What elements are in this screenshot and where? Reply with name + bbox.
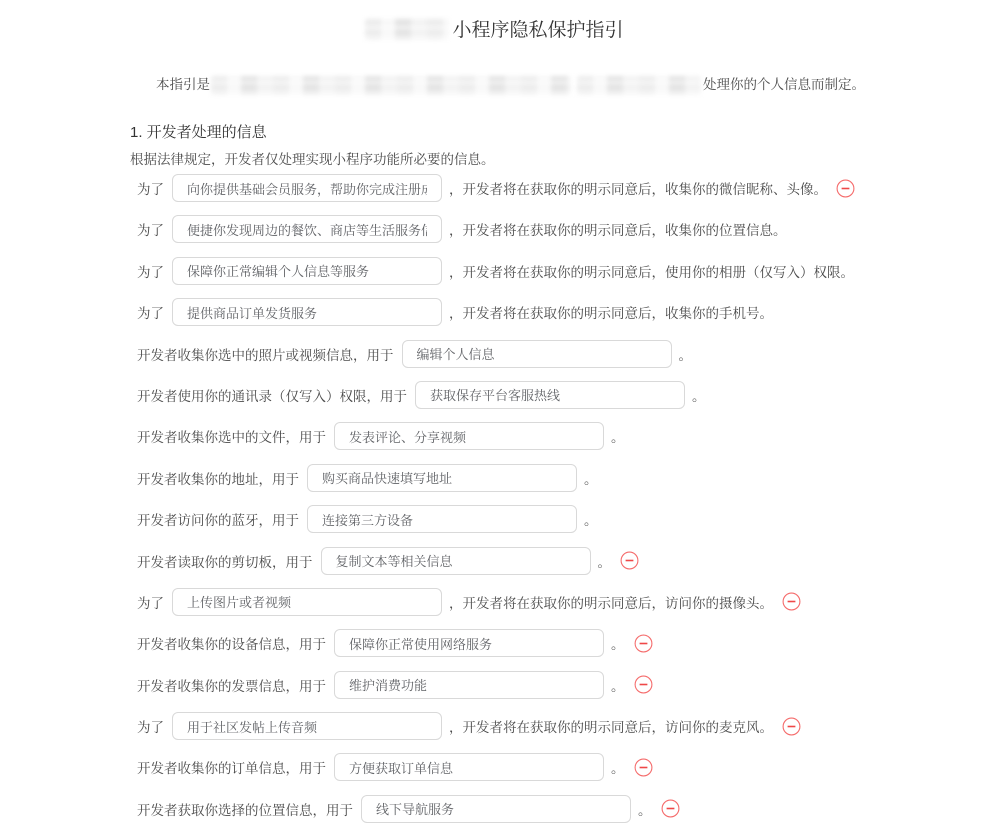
row-suffix-text: ，开发者将在获取你的明示同意后，访问你的摄像头。 xyxy=(449,595,773,611)
row-suffix-text: ，开发者将在获取你的明示同意后，收集你的手机号。 xyxy=(449,306,773,322)
privacy-item-row xyxy=(137,257,989,285)
remove-item-button[interactable] xyxy=(620,551,639,570)
minus-circle-icon xyxy=(782,717,801,736)
row-prefix-text: 为了 xyxy=(137,306,164,322)
purpose-input[interactable] xyxy=(172,298,442,326)
remove-item-button[interactable] xyxy=(634,634,653,653)
privacy-item-row xyxy=(137,795,989,823)
row-prefix-text: 开发者收集你的设备信息，用于 xyxy=(137,637,326,653)
intro-suffix-text: 处理你的个人信息而制定。 xyxy=(703,77,865,92)
row-suffix-text: 。 xyxy=(638,802,652,818)
row-suffix-text: 。 xyxy=(611,430,625,446)
row-prefix-text: 开发者收集你选中的照片或视频信息，用于 xyxy=(137,347,394,363)
row-prefix-text: 开发者收集你的订单信息，用于 xyxy=(137,761,326,777)
row-prefix-text: 开发者收集你的地址，用于 xyxy=(137,471,299,487)
privacy-item-row xyxy=(137,547,989,575)
purpose-input[interactable] xyxy=(361,795,631,823)
remove-item-button[interactable] xyxy=(661,799,680,818)
row-suffix-text: 。 xyxy=(611,637,625,653)
row-prefix-text: 为了 xyxy=(137,223,164,239)
minus-circle-icon xyxy=(634,634,653,653)
privacy-item-row xyxy=(137,174,989,202)
privacy-item-row xyxy=(137,340,989,368)
purpose-input[interactable] xyxy=(307,505,577,533)
row-suffix-text: 。 xyxy=(597,554,611,570)
row-suffix-text: ，开发者将在获取你的明示同意后，收集你的微信昵称、头像。 xyxy=(449,182,827,197)
minus-circle-icon xyxy=(782,592,801,611)
purpose-input[interactable] xyxy=(172,174,442,202)
minus-circle-icon xyxy=(634,758,653,777)
privacy-item-row xyxy=(137,588,989,616)
row-suffix-text: ，开发者将在获取你的明示同意后，访问你的麦克风。 xyxy=(449,720,773,736)
minus-circle-icon xyxy=(836,179,855,198)
purpose-input[interactable] xyxy=(172,215,442,243)
purpose-input[interactable] xyxy=(334,671,604,699)
privacy-item-row xyxy=(137,464,989,492)
privacy-item-row xyxy=(137,671,989,699)
page-title-text: 小程序隐私保护指引 xyxy=(452,20,624,41)
purpose-input[interactable] xyxy=(402,340,672,368)
row-prefix-text: 开发者收集你选中的文件，用于 xyxy=(137,430,326,446)
section-1-heading: 1. 开发者处理的信息 xyxy=(130,124,267,141)
row-suffix-text: 。 xyxy=(611,761,625,777)
purpose-input[interactable] xyxy=(307,464,577,492)
purpose-input[interactable] xyxy=(172,712,442,740)
purpose-input[interactable] xyxy=(334,629,604,657)
privacy-item-row xyxy=(137,505,989,533)
redacted-text-block-1 xyxy=(211,76,571,95)
row-prefix-text: 为了 xyxy=(137,595,164,611)
row-suffix-text: 。 xyxy=(584,471,598,487)
privacy-item-row xyxy=(137,753,989,781)
purpose-input[interactable] xyxy=(172,257,442,285)
purpose-input[interactable] xyxy=(172,588,442,616)
privacy-item-row xyxy=(137,629,989,657)
row-prefix-text: 开发者使用你的通讯录（仅写入）权限，用于 xyxy=(137,388,407,404)
purpose-input[interactable] xyxy=(334,422,604,450)
row-suffix-text: 。 xyxy=(611,678,625,694)
row-suffix-text: 。 xyxy=(678,347,692,363)
row-prefix-text: 开发者收集你的发票信息，用于 xyxy=(137,678,326,694)
row-suffix-text: ，开发者将在获取你的明示同意后，使用你的相册（仅写入）权限。 xyxy=(449,264,854,280)
row-suffix-text: 。 xyxy=(584,513,598,529)
privacy-item-row xyxy=(137,712,989,740)
purpose-input[interactable] xyxy=(334,753,604,781)
redacted-app-name-block xyxy=(365,18,449,40)
row-prefix-text: 开发者读取你的剪切板，用于 xyxy=(137,554,313,570)
purpose-input[interactable] xyxy=(415,381,685,409)
page-title xyxy=(0,0,989,44)
privacy-item-row xyxy=(137,298,989,326)
row-prefix-text: 为了 xyxy=(137,264,164,280)
redacted-text-block-2 xyxy=(577,76,701,95)
remove-item-button[interactable] xyxy=(634,758,653,777)
row-prefix-text: 开发者访问你的蓝牙，用于 xyxy=(137,513,299,529)
privacy-item-row xyxy=(137,422,989,450)
remove-item-button[interactable] xyxy=(782,592,801,611)
intro-paragraph xyxy=(156,75,929,95)
remove-item-button[interactable] xyxy=(782,717,801,736)
purpose-input[interactable] xyxy=(321,547,591,575)
row-prefix-text: 为了 xyxy=(137,720,164,736)
minus-circle-icon xyxy=(661,799,680,818)
privacy-item-row xyxy=(137,381,989,409)
section-1-description: 根据法律规定，开发者仅处理实现小程序功能所必要的信息。 xyxy=(130,152,495,167)
remove-item-button[interactable] xyxy=(634,675,653,694)
intro-prefix-text: 本指引是 xyxy=(156,77,210,92)
row-suffix-text: 。 xyxy=(692,388,706,404)
minus-circle-icon xyxy=(634,675,653,694)
privacy-item-row xyxy=(137,215,989,243)
row-prefix-text: 开发者获取你选择的位置信息，用于 xyxy=(137,802,353,818)
privacy-item-rows xyxy=(137,174,989,823)
row-prefix-text: 为了 xyxy=(137,182,164,197)
remove-item-button[interactable] xyxy=(836,179,855,198)
row-suffix-text: ，开发者将在获取你的明示同意后，收集你的位置信息。 xyxy=(449,223,787,239)
minus-circle-icon xyxy=(620,551,639,570)
